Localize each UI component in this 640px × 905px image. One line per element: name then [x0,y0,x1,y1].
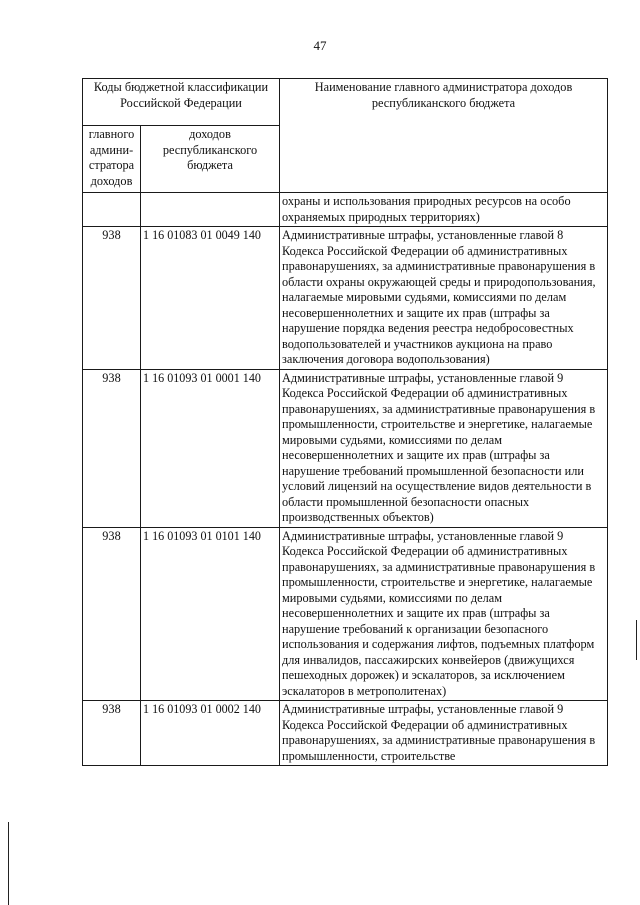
cell-code: 1 16 01093 01 0101 140 [141,527,280,701]
header-budget-classification-codes: Коды бюджетной классификации Российской Федерации [83,79,280,126]
cell-admin: 938 [83,527,141,701]
cell-admin: 938 [83,369,141,527]
table-row [83,193,608,227]
table-row [83,701,608,766]
cell-name: Административные штрафы, установленные главой 9 Кодекса Российской Федерации об административных правонарушениях, за административные правонарушения в промышленности, строительстве и энергетике, налагаемые мировыми судьями, комиссиями по делам несовершеннолетних и защите их прав (штрафы за нарушение требований промышленной безопасности или условий лицензий на осуществление видов деятельности в области промышленной безопасности опасных производственных объектов) [280,369,608,527]
table-row [83,369,608,527]
cell-code: 1 16 01093 01 0002 140 [141,701,280,766]
cell-code: 1 16 01083 01 0049 140 [141,227,280,370]
header-main-administrator: главного админи-стратора доходов [83,126,141,193]
cell-code [141,193,280,227]
cell-name: Административные штрафы, установленные главой 9 Кодекса Российской Федерации об административных правонарушениях, за административные правонарушения в промышленности, строительстве и энергетике, налагаемые мировыми судьями, комиссиями по делам несовершеннолетних и защите их прав (штрафы за нарушение требований к организации безопасного использования и содержания лифтов, подъемных платформ для инвалидов, пассажирских конвейеров (движущихся пешеходных дорожек) и эскалаторов, за исключением эскалаторов в метрополитенах) [280,527,608,701]
cell-code: 1 16 01093 01 0001 140 [141,369,280,527]
table-header-row [83,79,608,126]
cell-admin: 938 [83,701,141,766]
table-row [83,527,608,701]
table-row [83,227,608,370]
scan-edge-mark-right [636,620,637,660]
header-administrator-name: Наименование главного администратора доходов республиканского бюджета [280,79,608,193]
scan-edge-mark-left [8,822,9,905]
cell-name: охраны и использования природных ресурсов на особо охраняемых природных территориях) [280,193,608,227]
cell-admin [83,193,141,227]
header-revenue-code: доходов республиканского бюджета [141,126,280,193]
cell-name: Административные штрафы, установленные главой 9 Кодекса Российской Федерации об административных правонарушениях, за административные правонарушения в промышленности, строительстве [280,701,608,766]
page-number: 47 [313,38,327,53]
budget-codes-table [82,78,608,766]
cell-admin: 938 [83,227,141,370]
cell-name: Административные штрафы, установленные главой 8 Кодекса Российской Федерации об административных правонарушениях, за административные правонарушения в области охраны окружающей среды и природопользования, налагаемые мировыми судьями, комиссиями по делам несовершеннолетних и защите их прав (штрафы за нарушение порядка ведения реестра недобросовестных водопользователей и участников аукциона на право заключения договора водопользования) [280,227,608,370]
